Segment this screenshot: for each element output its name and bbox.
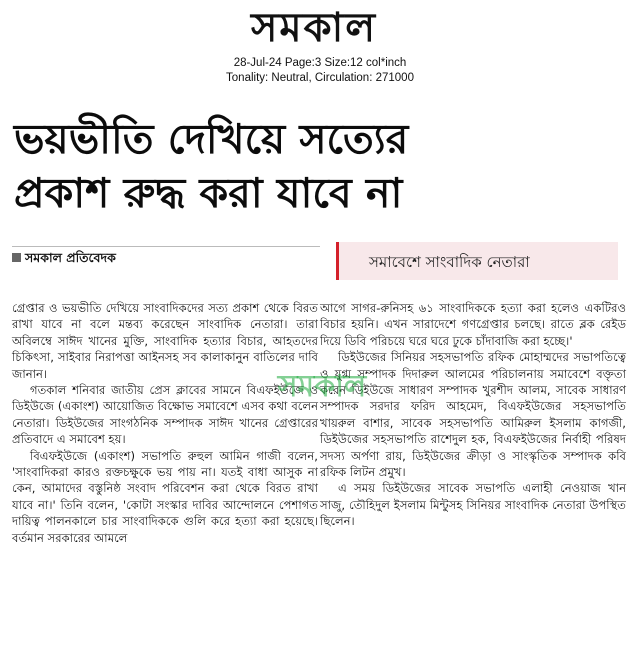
article-column-right (320, 300, 626, 530)
headline-line-2: প্রকাশ রুদ্ধ করা যাবে না (14, 169, 403, 217)
newspaper-masthead: সমকাল (250, 5, 378, 51)
article-paragraph: বিএফইউজে (একাংশ) সভাপতি রুহুল আমিন গাজী বলেন, 'সাংবাদিকরা কারও রক্তচক্ষুকে ভয় পায় না। যতই বাধা আসুক না কেন, আমাদের বস্তুনিষ্ঠ সংবাদ পরিবেশন করা থেকে বিরত রাখা যাবে না।' তিনি বলেন, 'কোটা সংস্কার দাবির আন্দোলনে পেশাগত দায়িত্ব পালনকালে চার সাংবাদিককে গুলি করে হত্যা করা হয়েছে। বর্তমান সরকারের আমলে (12, 448, 318, 545)
clipping-meta-date-page: 28-Jul-24 Page:3 Size:12 col*inch (233, 57, 407, 69)
watermark-logo: সমকাল (277, 369, 367, 404)
article-paragraph: গ্রেপ্তার ও ভয়ভীতি দেখিয়ে সাংবাদিকদের সত্য প্রকাশ থেকে বিরত রাখা যাবে না বলে মন্তব্য করেছেন সাংবাদিক নেতারা। তারা অবিলম্বে সাঈদ খানের মুক্তি, সাংবাদিক হত্যার বিচার, আহতদের চিকিৎসা, সাইবার নিরাপত্তা আইনসহ সব কালাকানুন বাতিলের দাবি জানান। (12, 301, 318, 381)
clipping-meta-tonality: Tonality: Neutral, Circulation: 271000 (226, 72, 414, 84)
headline-line-1: ভয়ভীতি দেখিয়ে সত্যের (14, 115, 409, 163)
headline (14, 112, 614, 220)
subheadline-text: সমাবেশে সাংবাদিক নেতারা (369, 253, 530, 271)
clipping-meta (190, 56, 450, 86)
subheadline-box (336, 242, 618, 280)
article-paragraph: গতকাল শনিবার জাতীয় প্রেস ক্লাবের সামনে বিএফইউজে ও ডিইউজে (একাংশ) আয়োজিত বিক্ষোভ সমাবেশে এসব কথা বলেন নেতারা। ডিইউজের সাংগঠনিক সম্পাদক সাঈদ খানের গ্রেপ্তারের প্রতিবাদে এ সমাবেশ হয়। (12, 383, 318, 447)
byline (12, 246, 320, 270)
byline-square-icon (12, 253, 21, 262)
article-column-left (12, 300, 318, 546)
byline-text: সমকাল প্রতিবেদক (25, 250, 116, 265)
article-paragraph: ডিইউজের সিনিয়র সহসভাপতি রফিক মোহাম্মদের সভাপতিত্বে ও যুগ্ম সম্পাদক দিদারুল আলমের পরিচালনায় সমাবেশে বক্তৃতা করেন ডিইউজে সাধারণ সম্পাদক খুরশীদ আলম, সাবেক সাধারণ সম্পাদক সরদার ফরিদ আহমেদ, বিএফইউজের সহসভাপতি খায়রুল বাশার, সাবেক সহসভাপতি আমিরুল ইসলাম কাগজী, ডিইউজের সহসভাপতি রাশেদুল হক, বিএফইউজের নির্বাহী পরিষদ সদস্য অর্পণা রায়, ডিইউজের ক্রীড়া ও সাংস্কৃতিক সম্পাদক কবি রফিক লিটন প্রমুখ। (320, 350, 626, 480)
article-paragraph: এ সময় ডিইউজের সাবেক সভাপতি এলাহী নেওয়াজ খান সাজু, তৌহিদুল ইসলাম মিন্টুসহ সিনিয়র সাংবাদিক নেতারা উপস্থিত ছিলেন। (320, 481, 626, 529)
article-paragraph: আগে সাগর-রুনিসহ ৬১ সাংবাদিককে হত্যা করা হলেও একটিরও বিচার হয়নি। এখন সারাদেশে গণগ্রেপ্তার চলছে। রাতে ব্লক রেইড দিয়ে ডিবি পরিচয়ে ঘরে ঘরে ঢুকে চাঁদাবাজি করা হচ্ছে।' (320, 301, 626, 348)
